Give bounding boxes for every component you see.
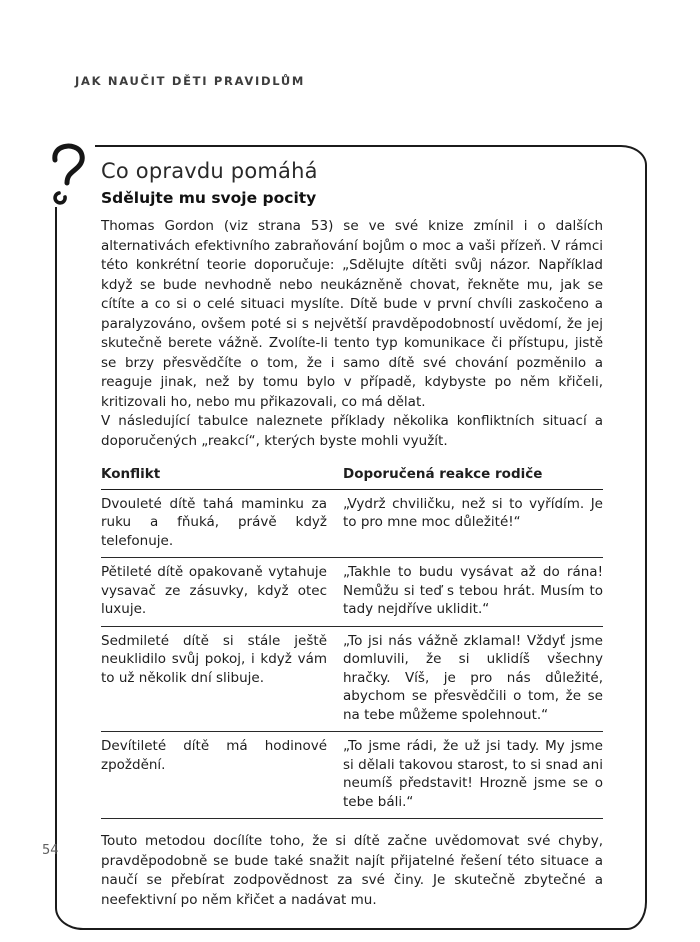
conflict-cell: Dvouleté dítě tahá maminku za ruku a fňuká, právě když telefonuje. <box>101 495 327 549</box>
table-row <box>101 490 603 559</box>
table-header-conflict: Konflikt <box>101 466 161 482</box>
page-number: 54 <box>42 843 59 858</box>
closing-paragraph: Touto metodou docílíte toho, že si dítě začne uvědomovat své chyby, pravděpodobně se bude také snažit najít přijatelné řešení této situace a naučí se přebírat zodpovědnost za své činy. Je skutečně zbytečné a neefektivní po něm křičet a nadávat mu. <box>101 833 603 908</box>
box-subtitle: Sdělujte mu svoje pocity <box>101 189 317 207</box>
reaction-cell: „Vydrž chviličku, než si to vyřídím. Je to pro mne moc důležité!“ <box>343 495 603 530</box>
reaction-cell: „Takhle to budu vysávat až do rána! Nemůžu si teď s tebou hrát. Musím to tady nejdříve uklidit.“ <box>343 564 603 617</box>
conflict-cell: Devítileté dítě má hodinové zpoždění. <box>101 738 327 773</box>
intro-paragraph: Thomas Gordon (viz strana 53) se ve své knize zmínil i o dalších alternativách efektivního zabraňování bojům o moc a vaši přízeň. V rámci této konkrétní teorie doporučuje: „Sdělujte dítěti svůj názor. Například když se bude nevhodně nebo neukázněně chovat, řekněte mu, jak se cítíte a co si o celé situaci myslíte. Dítě bude v první chvíli zaskočeno a paralyzováno, ovšem poté si s největší pravděpodobností uvědomí, že jej skutečně berete vážně. Zvolíte-li tento typ komunikace či přístupu, jistě se brzy přesvědčíte o tom, že i samo dítě své chování pozměnilo a reaguje jinak, než by tomu bylo v případě, kdybyste po něm křičeli, kritizovali ho, nebo mu přikazovali, co má dělat. <box>101 218 603 410</box>
table-row <box>101 627 603 733</box>
reaction-cell: „To jsi nás vážně zklamal! Vždyť jsme domluvili, že si uklidíš všechny hračky. Víš, je pro nás důležité, abychom se přesvědčili o tom, že se na tebe můžeme spolehnout.“ <box>343 632 603 723</box>
table-header-reaction: Doporučená reakce rodiče <box>343 466 543 482</box>
running-head: JAK NAUČIT DĚTI PRAVIDLŮM <box>75 74 306 88</box>
conflict-cell: Pětileté dítě opakovaně vytahuje vysavač ze zásuvky, když otec luxuje. <box>101 564 327 617</box>
conflict-cell: Sedmileté dítě si stále ještě neuklidilo svůj pokoj, i když vám to už několik dní slibuje. <box>101 632 327 686</box>
conflict-table <box>101 463 603 819</box>
table-intro-paragraph: V následující tabulce naleznete příklady několika konfliktních situací a doporučených „reakcí“, kterých byste mohli využít. <box>101 413 603 449</box>
reaction-cell: „To jsme rádi, že už jsi tady. My jsme si dělali takovou starost, to si snad ani neumíš představit! Hrozně jsme se o tebe báli.“ <box>343 738 603 810</box>
question-mark-icon <box>43 137 95 207</box>
table-row <box>101 558 603 627</box>
content-box <box>55 145 647 930</box>
table-row <box>101 732 603 819</box>
table-header-row <box>101 463 603 490</box>
box-title: Co opravdu pomáhá <box>101 159 318 183</box>
